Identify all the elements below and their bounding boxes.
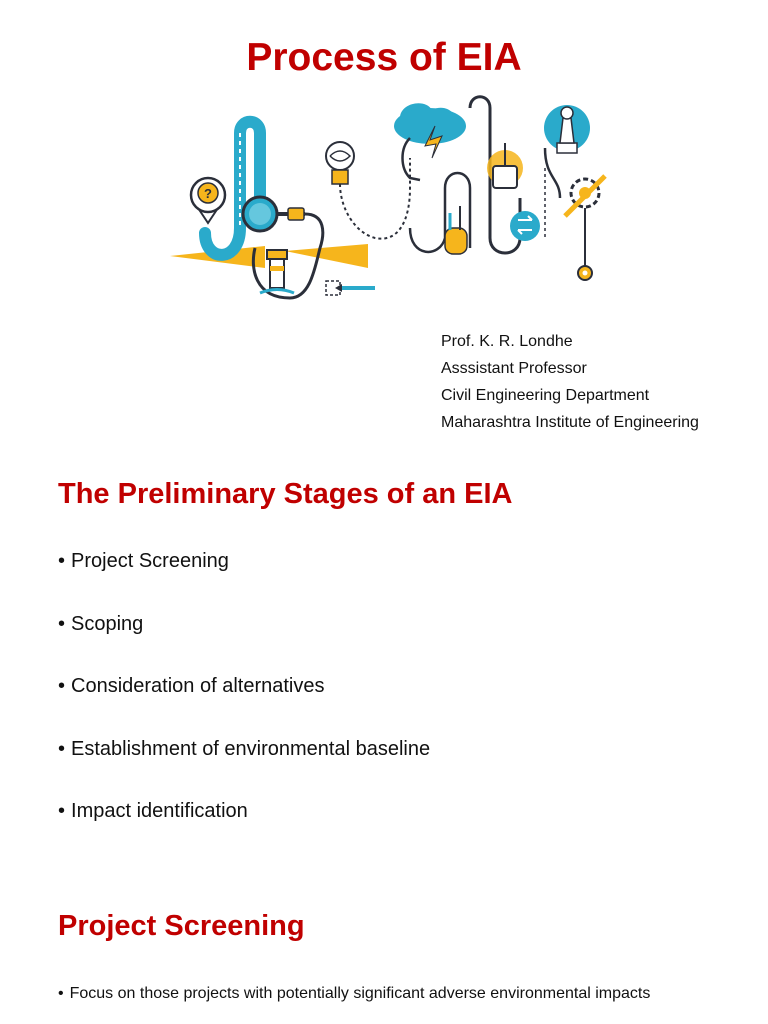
pencil-pocket-icon — [445, 206, 467, 254]
head-cloud-lightning-icon — [394, 103, 466, 180]
magnifier-icon — [243, 197, 305, 231]
svg-text:?: ? — [204, 186, 212, 201]
location-pin-icon — [578, 266, 592, 280]
list-item: • Scoping — [58, 609, 430, 672]
chess-icon — [544, 105, 590, 153]
section-heading-preliminary-stages: The Preliminary Stages of an EIA — [58, 478, 513, 510]
head-gear-icon — [510, 211, 540, 241]
list-item: • Consideration of alternatives — [58, 671, 430, 734]
author-department: Civil Engineering Department — [441, 387, 650, 404]
slide-title: Process of EIA — [246, 36, 522, 79]
author-institute: Maharashtra Institute of Engineering — [441, 414, 699, 431]
list-item: • Project Screening — [58, 546, 430, 609]
list-item: • Focus on those projects with potentially significant adverse environmental impacts — [58, 982, 650, 1006]
list-item: • Impact identification — [58, 796, 430, 859]
lighthouse-beam-right — [285, 244, 368, 268]
preliminary-stages-list — [58, 546, 430, 859]
author-position: Asssistant Professor — [441, 360, 587, 377]
brain-bulb-icon — [326, 142, 410, 239]
question-pin-icon — [191, 178, 225, 223]
section-heading-project-screening: Project Screening — [58, 910, 305, 942]
process-illustration — [160, 88, 620, 310]
project-screening-list — [58, 982, 650, 1006]
lamp-idea-icon — [487, 143, 523, 188]
list-item: • Establishment of environmental baseline — [58, 734, 430, 797]
author-name: Prof. K. R. Londhe — [441, 333, 573, 350]
lighthouse-icon — [260, 250, 294, 293]
author-info — [441, 328, 699, 436]
